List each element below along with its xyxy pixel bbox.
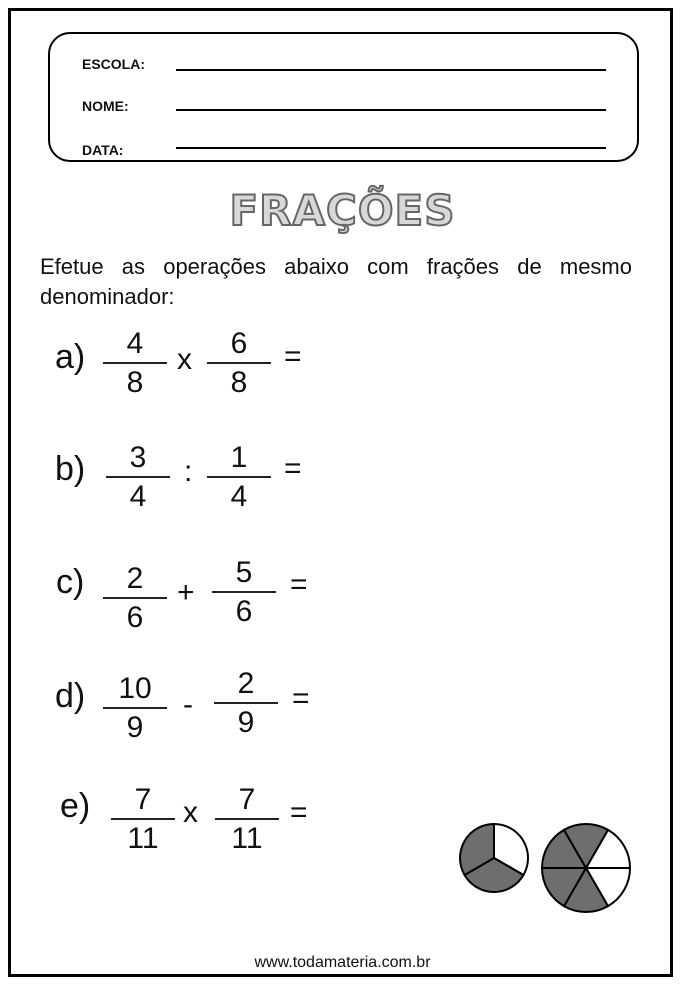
operator: :: [184, 455, 193, 488]
fraction-1: [103, 562, 167, 635]
date-label: DATA:: [82, 142, 124, 158]
fraction-bar: [103, 707, 167, 709]
footer-url: www.todamateria.com.br: [254, 954, 431, 971]
school-label: ESCOLA:: [82, 56, 145, 72]
exercise-letter: a): [55, 338, 86, 376]
exercise-letter: c): [56, 563, 85, 601]
pie-thirds-icon: [460, 824, 528, 892]
name-label: NOME:: [82, 98, 129, 114]
fraction-pie-illustrations: [458, 820, 634, 916]
numerator: 5: [235, 556, 253, 589]
fraction-1: [106, 441, 170, 514]
denominator: 9: [237, 706, 255, 739]
fraction-bar: [106, 476, 170, 478]
pie-sixths-icon: [542, 824, 630, 912]
denominator: 6: [235, 595, 253, 628]
exercise-letter: e): [60, 787, 91, 825]
denominator: 4: [129, 480, 147, 513]
fraction-bar: [215, 818, 279, 820]
fraction-bar: [212, 591, 276, 593]
date-line: [176, 147, 606, 149]
equals-sign: =: [290, 796, 308, 829]
fraction-bar: [103, 362, 167, 364]
numerator: 6: [230, 327, 248, 360]
fraction-1: [103, 327, 167, 400]
numerator: 2: [237, 667, 255, 700]
instructions-text: Efetue as operações abaixo com frações de mesmo denominador:: [40, 254, 632, 309]
student-info-box: [48, 32, 639, 162]
numerator: 7: [238, 783, 256, 816]
equals-sign: =: [290, 568, 308, 601]
denominator: 4: [230, 480, 248, 513]
operator: x: [183, 796, 198, 829]
fraction-2: [212, 556, 276, 629]
numerator: 2: [126, 562, 144, 595]
fraction-2: [207, 441, 271, 514]
exercise-letter: b): [55, 450, 86, 488]
fraction-1: [103, 672, 167, 745]
school-line: [176, 69, 606, 71]
fraction-bar: [207, 362, 271, 364]
fraction-bar: [111, 818, 175, 820]
numerator: 4: [126, 327, 144, 360]
numerator: 10: [118, 672, 152, 705]
equals-sign: =: [284, 452, 302, 485]
numerator: 3: [129, 441, 147, 474]
fraction-bar: [207, 476, 271, 478]
operator: +: [177, 576, 195, 609]
denominator: 8: [126, 366, 144, 399]
operator: x: [177, 343, 192, 376]
denominator: 11: [231, 822, 263, 855]
equals-sign: =: [284, 340, 302, 373]
equals-sign: =: [292, 682, 310, 715]
exercise-letter: d): [55, 677, 86, 715]
denominator: 11: [127, 822, 159, 855]
operator: -: [183, 688, 193, 721]
fraction-2: [214, 667, 278, 740]
fraction-bar: [103, 597, 167, 599]
numerator: 7: [134, 783, 152, 816]
numerator: 1: [230, 441, 248, 474]
page-title: FRAÇÕES: [229, 186, 456, 235]
fraction-2: [207, 327, 271, 400]
name-line: [176, 109, 606, 111]
fraction-bar: [214, 702, 278, 704]
fraction-2: [215, 783, 279, 856]
fraction-1: [111, 783, 175, 856]
denominator: 6: [126, 601, 144, 634]
denominator: 8: [230, 366, 248, 399]
denominator: 9: [126, 711, 144, 744]
